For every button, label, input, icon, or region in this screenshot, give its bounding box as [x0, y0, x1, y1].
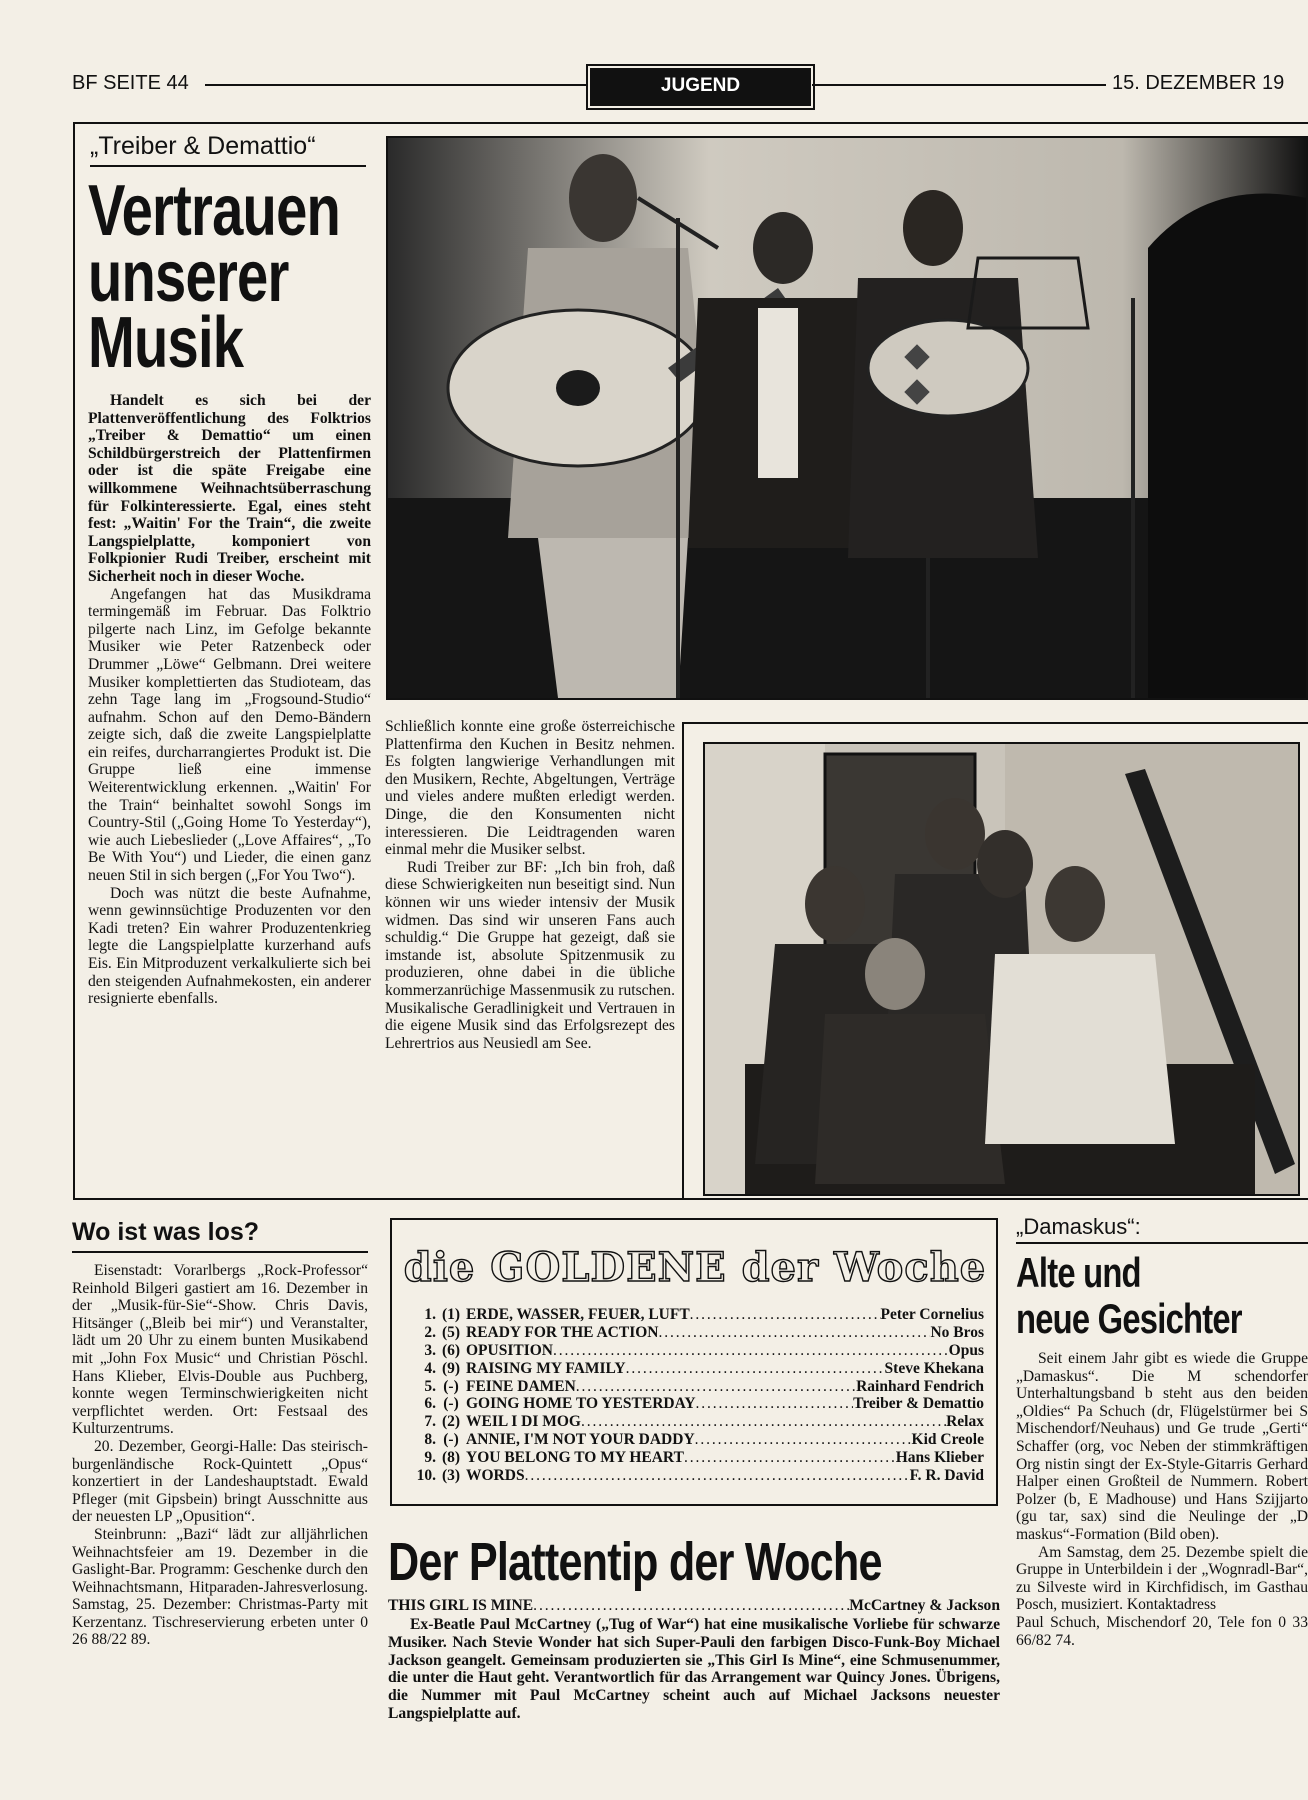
chart-rank: 6. [424, 1395, 436, 1413]
chart-row [408, 1360, 984, 1378]
damaskus-paragraph: Seit einem Jahr gibt es wiede die Gruppe „Damaskus“. Die M schendorfer Unterhaltungsband b steht aus den beiden „Oldies“ Pa Schuch (dr, Flügelstürmer bei S Mischendorf/Neuhaus) und Ge trude „Gerti“ Schaffer (org, voc Neben der stimmkräftigen Org nistin singt der Ex-Style-Gitarris Gerhard Halper einen Großteil de Nummern. Robert Polzer (b, E Madhouse) und Hans Szijjarto (gu tar, sax) sind die Neulinge der „D maskus“-Formation (Bild oben). [1016, 1350, 1308, 1543]
damaskus-paragraph: Am Samstag, dem 25. Dezembe spielt die Gruppe in Unterbildein i der „Wognradl-Bar“, zu Silveste wird in Kirchfidisch, im Gasthau Posch, musiziert. Kontaktadress [1016, 1543, 1308, 1614]
chart-leader-dots [690, 1306, 881, 1324]
events-body [72, 1262, 368, 1649]
events-paragraph: 20. Dezember, Georgi-Halle: Das steirisch-burgenländische Rock-Quintett „Opus“ konzertiert in der Landeshauptstadt. Ewald Pfleger (mit Gipsbein) bringt Ausschnitte aus der neuesten LP „Opusition“. [72, 1437, 368, 1526]
group-photo-illustration [705, 744, 1298, 1194]
chart-previous-rank: (6) [441, 1341, 461, 1359]
chart-row [408, 1395, 984, 1413]
chart-previous-rank: (1) [441, 1306, 461, 1323]
chart-rank: 5. [424, 1377, 436, 1395]
concert-photo-illustration [388, 138, 1306, 698]
record-tip-artist: McCartney & Jackson [849, 1597, 1000, 1614]
chart-artist: Steve Khekana [884, 1359, 984, 1377]
chart-artist: Peter Cornelius [880, 1306, 984, 1323]
chart-song-title: WORDS [466, 1467, 525, 1485]
damaskus-paragraph: Paul Schuch, Mischendorf 20, Tele fon 0 33 66/82 74. [1016, 1613, 1308, 1649]
chart-song-title: FEINE DAMEN [466, 1377, 576, 1395]
chart-leader-dots [684, 1449, 896, 1467]
chart-row [408, 1306, 984, 1324]
chart-leader-dots [695, 1431, 912, 1449]
chart-artist: No Bros [930, 1323, 984, 1341]
chart-rank: 3. [424, 1341, 436, 1359]
chart-song-title: ANNIE, I'M NOT YOUR DADDY [466, 1431, 695, 1449]
article-paragraph: Rudi Treiber zur BF: „Ich bin froh, daß diese Schwierigkeiten nun beseitigt sind. Nun können wir uns wieder intensiv der Musik widmen. Das sind wir unseren Fans auch schuldig.“ Die Gruppe hat gezeigt, daß sie imstande ist, absolute Spitzenmusik zu produzieren, ohne dabei in die übliche kommerzanrüchige Massenmusik zu rutschen. Musikalische Geradlinigkeit und Vertrauen in die eigene Musik sind das Erfolgsrezept des Lehrertrios aus Neusiedl am See. [385, 858, 675, 1052]
damaskus-kicker: „Damaskus“: [1016, 1214, 1141, 1239]
chart-song-title: GOING HOME TO YESTERDAY [466, 1395, 696, 1413]
chart-rank: 1. [424, 1306, 436, 1323]
chart-song-title: OPUSITION [466, 1341, 553, 1359]
chart-leader-dots [525, 1467, 910, 1485]
chart-previous-rank: (5) [441, 1323, 461, 1341]
record-tip-dots [533, 1597, 849, 1615]
chart-leader-dots [553, 1342, 949, 1360]
article-kicker: „Treiber & Demattio“ [90, 132, 316, 160]
headline-line-3: Musik [88, 303, 244, 383]
chart-rank: 2. [424, 1323, 436, 1341]
events-title: Wo ist was los? [72, 1218, 260, 1246]
section-label: JUGEND [590, 68, 811, 106]
chart-list [408, 1306, 984, 1485]
chart-artist: Relax [946, 1413, 984, 1431]
header-rule-right [812, 84, 1106, 86]
chart-leader-dots [696, 1395, 854, 1413]
chart-previous-rank: (8) [441, 1449, 461, 1467]
chart-song-title: READY FOR THE ACTION [466, 1323, 659, 1341]
chart-artist: Treiber & Demattio [853, 1395, 984, 1413]
chart-previous-rank: (3) [441, 1467, 461, 1485]
chart-leader-dots [576, 1378, 856, 1396]
events-paragraph: Eisenstadt: Vorarlbergs „Rock-Professor“ Reinhold Bilgeri gastiert am 16. Dezember in der „Musik-für-Sie“-Show. Chris Davis, Hitsänger („Bleib bei mir“) und Veranstalter, lädt um 20 Uhr zu einem bunten Musikabend mit „John Fox Music“ und Christian Pöschl. Hans Klieber, Elvis-Double aus Puchberg, konnte wegen Terminschwierigkeiten nicht verpflichtet werden. Ort: Festsaal des Kulturzentrums. [72, 1262, 368, 1438]
events-paragraph: Steinbrunn: „Bazi“ lädt zur alljährlichen Weihnachtsfeier am 19. Dezember in die Gaslight-Bar. Programm: Geschenke durch den Weihnachtsmann, Hitparaden-Jahresverlosung. Samstag, 25. Dezember: Christmas-Party mit Kerzentanz. Tischreservierung erbeten unter 0 26 88/22 89. [72, 1525, 368, 1649]
kicker-rule [90, 165, 366, 167]
chart-artist: Kid Creole [911, 1431, 984, 1449]
chart-title: die GOLDENE der Woche [403, 1244, 987, 1291]
chart-song-title: ERDE, WASSER, FEUER, LUFT [466, 1306, 690, 1323]
chart-previous-rank: (-) [443, 1377, 459, 1395]
page-number: BF SEITE 44 [72, 72, 189, 94]
chart-row [408, 1324, 984, 1342]
chart-previous-rank: (-) [443, 1431, 459, 1449]
article-paragraph: Doch was nützt die beste Aufnahme, wenn gewinnsüchtige Produzenten vor den Kadi treten? Ein wahrer Produzentenkrieg legte die Langspielplatte kurzerhand aufs Eis. Ein Mitproduzent verkalkulierte sich bei den steigenden Aufnahmekosten, ein anderer resignierte ebenfalls. [88, 884, 371, 1008]
chart-leader-dots [626, 1360, 885, 1378]
chart-song-title: WEIL I DI MOG [466, 1413, 581, 1431]
article-headline [88, 171, 384, 383]
article-paragraph: Handelt es sich bei der Plattenveröffentlichung des Folktrios „Treiber & Demattio“ um einen Schildbürgerstreich der Plattenfirmen oder ist die späte Freigabe eine willkommene Weihnachtsüberraschung für Folkinteressierte. Egal, eines steht fest: „Waitin' For the Train“, die zweite Langspielplatte, komponiert von Folkpionier Rudi Treiber, erscheint mit Sicherheit noch in dieser Woche. [88, 392, 371, 585]
chart-row [408, 1467, 984, 1485]
chart-artist: Hans Klieber [895, 1449, 984, 1467]
headline-line-2: unserer [88, 237, 289, 317]
record-tip-entry [388, 1597, 1000, 1615]
events-title-rule [72, 1251, 368, 1253]
chart-rank: 8. [424, 1431, 436, 1449]
record-tip-paragraph: Ex-Beatle Paul McCartney („Tug of War“) hat eine musikalische Vorliebe für schwarze Musiker. Nach Stevie Wonder hat sich Super-Pauli den farbigen Disco-Funk-Boy Michael Jackson geangelt. Gemeinsam produzierten sie „This Girl Is Mine“, eine Schmusenummer, die unter die Haut geht. Verantwortlich für das Arrangement war Quincy Jones. Übrigens, die Nummer mit Paul McCartney scheint auch auf Michael Jacksons neuester Langspielplatte auf. [388, 1616, 1000, 1722]
group-portrait-photo [703, 742, 1300, 1196]
article-paragraph: Schließlich konnte eine große österreichische Plattenfirma den Kuchen in Besitz nehmen. Es folgten langwierige Verhandlungen mit den Musikern, Rechte, Abgeltungen, Verträge und vieles andere mußten erledigt werden. Dinge, die den Konsumenten nicht interessieren. Die Leidtragenden waren einmal mehr die Musiker selbst. [385, 718, 675, 859]
headline-line-1: Vertrauen [88, 171, 341, 251]
chart-rank: 4. [424, 1359, 436, 1377]
chart-leader-dots [659, 1324, 931, 1342]
chart-artist: Opus [948, 1341, 984, 1359]
chart-previous-rank: (2) [441, 1413, 461, 1431]
damaskus-headline-line-2: neue Gesichter [1016, 1295, 1242, 1342]
record-tip-song: THIS GIRL IS MINE [388, 1597, 534, 1614]
chart-row [408, 1431, 984, 1449]
chart-row [408, 1342, 984, 1360]
chart-rank: 9. [424, 1449, 436, 1467]
record-tip-headline: Der Plattentip der Woche [388, 1532, 882, 1592]
article-paragraph: Angefangen hat das Musikdrama termingemäß im Februar. Das Folktrio pilgerte nach Linz, im Gefolge bekannte Musiker wie Peter Ratzenbeck oder Drummer „Löwe“ Gelbmann. Drei weitere Musiker komplettierten das Studioteam, das zehn Tage lang im „Frogsound-Studio“ aufnahm. Schon auf den Demo-Bändern zeigte sich, daß die zweite Langspielplatte ein reifes, durcharrangiertes Produkt ist. Die Gruppe ließ eine immense Weiterentwicklung erkennen. „Waitin' For the Train“ beinhaltet sowohl Songs im Country-Stil („Going Home To Yesterday“), wie auch Liebeslieder („Love Affaires“, „To Be With You“) und Lieder, die einen ganz neuen Stil in sich bergen („For You Two“). [88, 585, 371, 885]
damaskus-body [1016, 1350, 1308, 1730]
chart-row [408, 1378, 984, 1396]
chart-artist: Rainhard Fendrich [856, 1377, 984, 1395]
issue-date: 15. DEZEMBER 19 [1112, 72, 1285, 94]
chart-row [408, 1413, 984, 1431]
chart-leader-dots [581, 1413, 946, 1431]
chart-previous-rank: (-) [443, 1395, 459, 1413]
chart-row [408, 1449, 984, 1467]
header-rule-left [205, 84, 588, 86]
chart-previous-rank: (9) [441, 1359, 461, 1377]
chart-artist: F. R. David [909, 1467, 984, 1485]
chart-rank: 10. [416, 1467, 436, 1485]
chart-song-title: YOU BELONG TO MY HEART [466, 1449, 684, 1467]
chart-song-title: RAISING MY FAMILY [466, 1359, 626, 1377]
damaskus-headline [1016, 1250, 1308, 1342]
article-column-1 [88, 392, 371, 1008]
chart-rank: 7. [424, 1413, 436, 1431]
article-column-2 [385, 718, 675, 1052]
damaskus-kicker-rule [1016, 1242, 1308, 1244]
record-tip-body [388, 1616, 1000, 1723]
damaskus-headline-line-1: Alte und [1016, 1249, 1141, 1296]
band-concert-photo [386, 136, 1308, 700]
